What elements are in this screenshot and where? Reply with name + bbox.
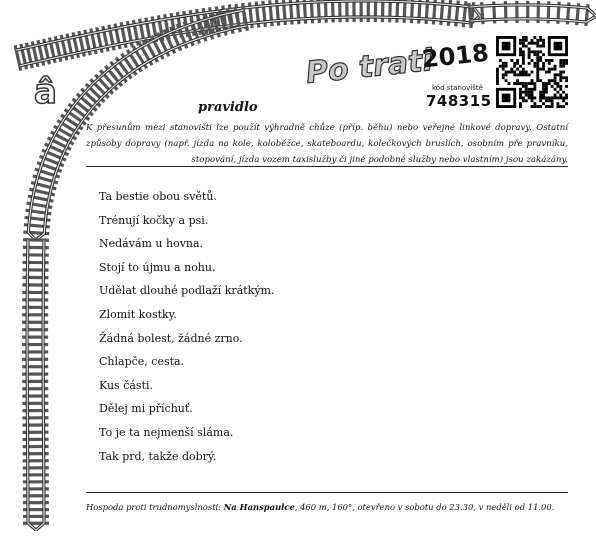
list-item: Dělej mi příchuť. (99, 402, 193, 416)
rule-text: K přesunům mezi stanovišti lze použít výhradně chůze (příp. běhu) nebo veřejné linkové dopravy. Ostatní způsoby dopravy (např. jízda na kole, koloběžce, skateboardu, kolečkových bruslích, osobním pře pravníku, stopování, jízda vozem taxislužby či jiné podobné služby nebo vlastním) jsou zakázány. (86, 123, 568, 165)
brand-title: Po trati (304, 42, 435, 91)
header-divider (86, 166, 568, 167)
station-code-label: kód stanoviště (432, 84, 483, 92)
footer-suffix: , 460 m, 160°, otevřeno v sobotu do 23.30, v neděli od 11.00. (294, 502, 555, 512)
list-item: Tak prd, takže dobrý. (99, 449, 217, 463)
station-letter: â (34, 72, 57, 112)
list-item: Nedávám u hovna. (99, 237, 204, 251)
list-item: To je ta nejmenší sláma. (99, 425, 234, 439)
list-item: Chlapče, cesta. (99, 355, 185, 369)
list-item: Kus části. (99, 378, 154, 392)
station-code: 748315 (426, 92, 492, 110)
list-item: Stojí to újmu a nohu. (99, 260, 216, 274)
list-item: Žádná bolest, žádné zrno. (99, 331, 243, 345)
footer-prefix: Hospoda proti trudnomyslnosti: (86, 502, 224, 512)
list-item: Trénují kočky a psi. (99, 213, 209, 227)
list-item: Ta bestie obou světů. (99, 190, 217, 203)
footer-note (86, 502, 554, 512)
list-item: Udělat dlouhé podlaží krátkým. (99, 284, 275, 298)
list-item: Zlomit kostky. (99, 307, 177, 321)
footer-divider (86, 492, 568, 493)
sentence-list (99, 190, 274, 473)
qr-code-icon (496, 36, 568, 108)
rule-title: pravidlo (198, 100, 258, 115)
brand-year: 2018 (420, 38, 491, 74)
footer-place: Na Hanspaulce (223, 502, 295, 512)
